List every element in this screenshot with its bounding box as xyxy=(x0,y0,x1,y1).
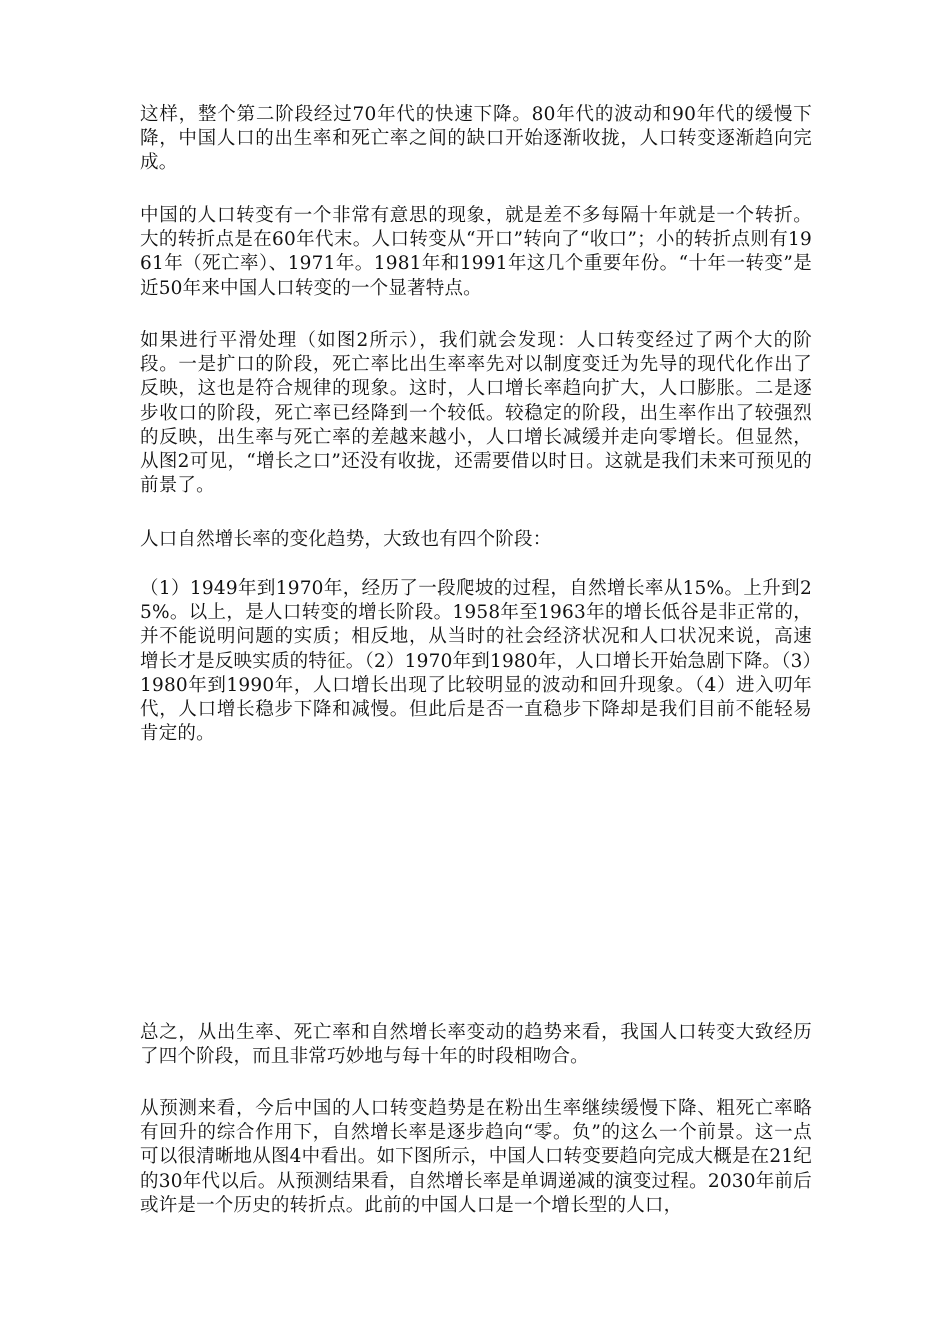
paragraph-second-stage: 这样，整个第二阶段经过70年代的快速下降。80年代的波动和90年代的缓慢下降，中国人口的出生率和死亡率之间的缺口开始逐渐收拢，人口转变逐渐趋向完成。 xyxy=(140,104,812,174)
paragraph-four-stages-detail: （1）1949年到1970年，经历了一段爬坡的过程，自然增长率从15%。上升到25%。以上，是人口转变的增长阶段。1958年至1963年的增长低谷是非正常的，并不能说明问题的实质；相反地，从当时的社会经济状况和人口状况来说，高速增长才是反映实质的特征。（2）1970年到1980年，人口增长开始急剧下降。（3）1980年到1990年，人口增长出现了比较明显的波动和回升现象。（4）进入叨年代，人口增长稳步下降和减慢。但此后是否一直稳步下降却是我们目前不能轻易肯定的。 xyxy=(140,578,812,745)
paragraph-ten-year-turns: 中国的人口转变有一个非常有意思的现象，就是差不多每隔十年就是一个转折。大的转折点是在60年代末。人口转变从“开口”转向了“收口”；小的转折点则有1961年（死亡率）、1971年。1981年和1991年这几个重要年份。“十年一转变”是近50年来中国人口转变的一个显著特点。 xyxy=(140,205,812,299)
paragraph-forecast: 从预测来看，今后中国的人口转变趋势是在粉出生率继续缓慢下降、粗死亡率略有回升的综合作用下，自然增长率是逐步趋向“零。负”的这么一个前景。这一点可以很清晰地从图4中看出。如下图所示，中国人口转变要趋向完成大概是在21纪的30年代以后。从预测结果看，自然增长率是单调递减的演变过程。2030年前后或许是一个历史的转折点。此前的中国人口是一个增长型的人口， xyxy=(140,1098,812,1216)
paragraph-four-stages-intro: 人口自然增长率的变化趋势，大致也有四个阶段： xyxy=(140,529,552,550)
paragraph-smoothing: 如果进行平滑处理（如图2所示），我们就会发现：人口转变经过了两个大的阶段。一是扩口的阶段，死亡率比出生率率先对以制度变迁为先导的现代化作出了反映，这也是符合规律的现象。这时，人口增长率趋向扩大，人口膨胀。二是逐步收口的阶段，死亡率已经降到一个较低。较稳定的阶段，出生率作出了较强烈的反映，出生率与死亡率的差越来越小，人口增长减缓并走向零增长。但显然，从图2可见，“增长之口”还没有收拢，还需要借以时日。这就是我们未来可预见的前景了。 xyxy=(140,330,812,497)
paragraph-summary: 总之，从出生率、死亡率和自然增长率变动的趋势来看，我国人口转变大致经历了四个阶段，而且非常巧妙地与每十年的时段相吻合。 xyxy=(140,1022,812,1068)
